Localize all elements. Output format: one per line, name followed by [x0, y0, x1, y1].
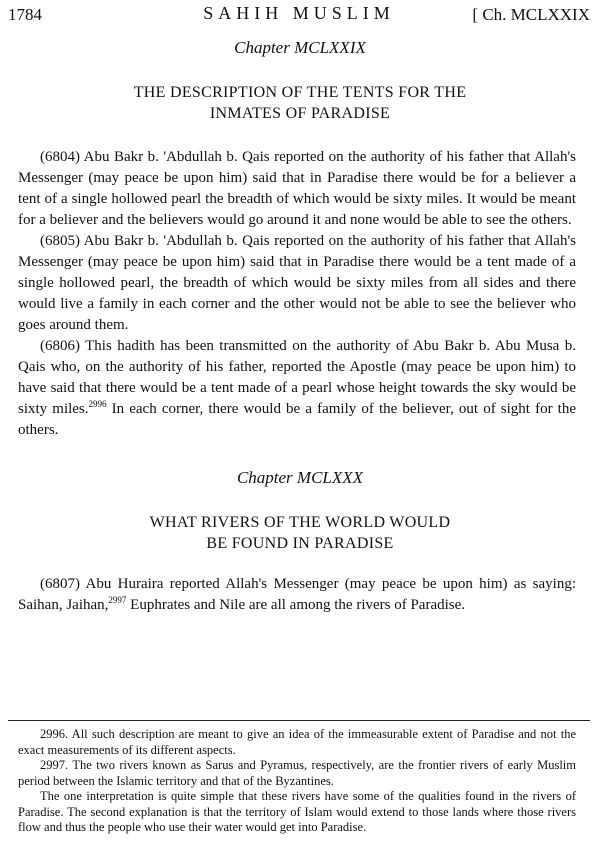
running-title: SAHIH MUSLIM	[203, 3, 395, 23]
section-heading-line: BE FOUND IN PARADISE	[206, 535, 394, 552]
footnote: 2996. All such description are meant to give an idea of the immeasurable extent of Paradise and not the exact measurements of its different aspects.	[18, 727, 576, 757]
footnote-marker: 2997	[108, 595, 127, 605]
page-number: 1784	[8, 5, 42, 24]
footnote-divider	[8, 720, 590, 721]
page-header	[8, 2, 590, 28]
hadith-text-segment: In each corner, there would be a family of the believer, out of sight for the others.	[18, 401, 577, 438]
hadith-paragraph: (6805) Abu Bakr b. 'Abdullah b. Qais reported on the authority of his father that Allah's Messenger (may peace be upon him) said that in Paradise there would be a tent made of a single hollowed pearl, the breadth of which would be sixty miles from all sides and there would live a family in each corner and the other would not be able to see the believer who goes around them.	[18, 233, 576, 333]
chapter-title: Chapter MCLXXX	[236, 468, 364, 487]
hadith-text-segment: (6807) Abu Huraira reported Allah's Messenger (may peace be upon him) as saying: Saihan, Jaihan,	[18, 576, 576, 613]
hadith-paragraph	[18, 574, 576, 616]
footnote: 2997. The two rivers known as Sarus and Pyramus, respectively, are the frontier rivers of early Muslim period between the Islamic territory and that of the Byzantines.	[18, 758, 576, 788]
footnote: The one interpretation is quite simple that these rivers have some of the qualities found in the rivers of Paradise. The second explanation is that the territory of Islam would extend to those lands where those rivers flow and thus the people who use their water would get into Paradise.	[18, 789, 576, 834]
running-chapter-reference: [ Ch. MCLXXIX	[472, 5, 590, 24]
footnotes	[18, 727, 576, 836]
hadith-text	[18, 147, 576, 441]
hadith-text-segment: Euphrates and Nile are all among the rivers of Paradise.	[126, 597, 466, 613]
hadith-text-segment: (6806) This hadith has been transmitted on the authority of Abu Bakr b. Abu Musa b. Qais who, on the authority of his father, reported the Apostle (may peace be upon him) to have said that there would be a tent made of a pearl whose height towards the sky would be sixty miles.	[18, 338, 576, 417]
hadith-paragraph	[18, 336, 576, 441]
hadith-paragraph: (6804) Abu Bakr b. 'Abdullah b. Qais reported on the authority of his father that Allah's Messenger (may peace be upon him) said that in Paradise there would be for a believer a tent of a single hollowed pearl the breadth of which would be sixty miles. It would be meant for a believer and the believers would go around it and none would be able to see the others.	[18, 149, 576, 228]
section-heading-line: THE DESCRIPTION OF THE TENTS FOR THE	[133, 84, 467, 101]
section-heading	[0, 82, 600, 124]
section-heading-line: WHAT RIVERS OF THE WORLD WOULD	[149, 514, 451, 531]
section-heading-line: INMATES OF PARADISE	[209, 105, 391, 122]
section-heading	[0, 512, 600, 554]
footnote-marker: 2996	[88, 399, 107, 409]
hadith-text	[18, 574, 576, 616]
chapter-title: Chapter MCLXXIX	[234, 38, 366, 57]
